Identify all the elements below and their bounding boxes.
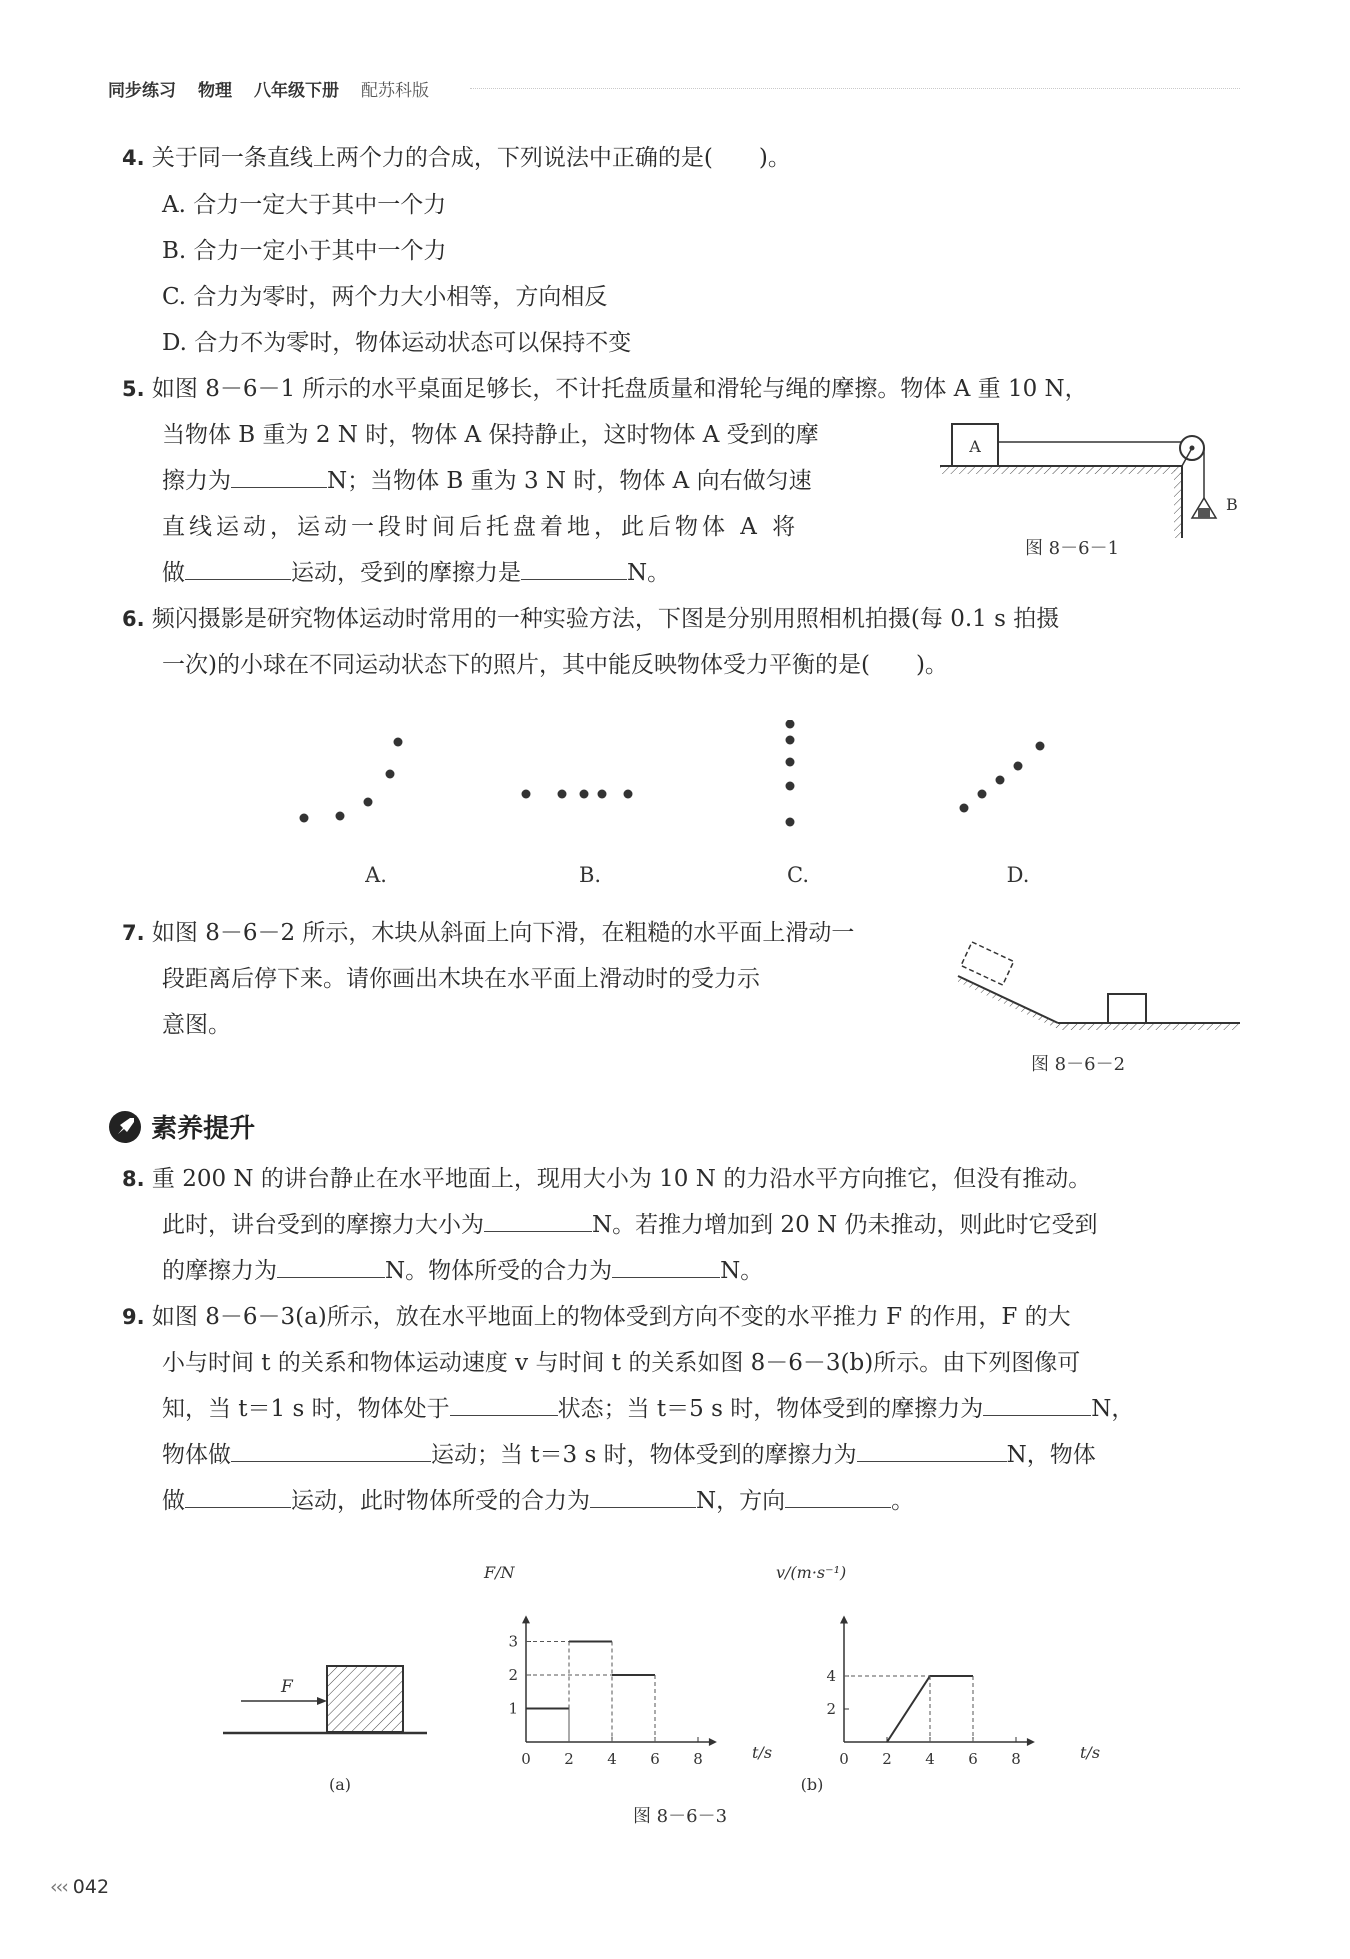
q9-text-5b: 运动，此时物体所受的合力为	[291, 1488, 590, 1514]
page-header	[108, 76, 451, 101]
q9-blank-7[interactable]	[785, 1485, 891, 1508]
table-hatch	[940, 467, 1182, 474]
ft-ytick-label-1: 1	[508, 1699, 518, 1718]
incline-hatch	[958, 976, 1058, 1029]
strobe-photos	[280, 720, 1080, 900]
vt-ytick-label-2: 2	[826, 1700, 836, 1718]
q5-line1	[122, 366, 1088, 412]
header-edition: 配苏科版	[361, 81, 429, 101]
q9-line2: 小与时间 t 的关系和物体运动速度 v 与时间 t 的关系如图 8－6－3(b)所示。由下列图像可	[162, 1350, 1081, 1376]
q5-blank-2[interactable]	[185, 557, 291, 580]
rocket-icon	[108, 1110, 142, 1144]
figure-8-6-2	[950, 930, 1250, 1085]
q5-blank-3[interactable]	[521, 557, 627, 580]
vt-ytick-label-4: 4	[826, 1667, 836, 1685]
photo-c	[786, 720, 795, 827]
q9-text-3b: 状态；当 t＝5 s 时，物体受到的摩擦力为	[557, 1396, 984, 1422]
figure-8-6-3-a	[215, 1660, 445, 1800]
q8-text-2a: 此时，讲台受到的摩擦力大小为	[162, 1212, 484, 1238]
ft-xlabel: t/s	[752, 1743, 773, 1762]
section-title: 素养提升	[151, 1114, 256, 1144]
header-divider	[470, 88, 1240, 89]
vt-y-arrow	[840, 1616, 848, 1624]
q4-option-b: B. 合力一定小于其中一个力	[162, 238, 447, 264]
q4-number: 4.	[122, 146, 145, 170]
q8-text-3b: N。物体所受的合力为	[385, 1258, 613, 1284]
q8-text-3a: 的摩擦力为	[162, 1258, 277, 1284]
q8-blank-2[interactable]	[277, 1255, 385, 1278]
q9-text-5c: N，方向	[696, 1488, 786, 1514]
photo-a-label: A.	[365, 863, 387, 887]
q8-text-2b: N。若推力增加到 20 N 仍未推动，则此时它受到	[592, 1212, 1098, 1238]
pushed-block	[327, 1666, 403, 1732]
photo-a	[300, 738, 403, 823]
ground-hatch	[1058, 1024, 1240, 1030]
fig-8-6-1-caption: 图 8－6－1	[1024, 538, 1120, 559]
q9-line3	[162, 1386, 1134, 1432]
ft-xtick-label-8: 8	[693, 1750, 703, 1768]
block-on-ground	[1108, 994, 1146, 1023]
q7-line2: 段距离后停下来。请你画出木块在水平面上滑动时的受力示	[162, 966, 760, 992]
ft-ytick-label-3: 3	[508, 1632, 518, 1651]
ft-xtick-label-0: 0	[521, 1750, 531, 1768]
q5-line3	[162, 458, 812, 504]
q5-blank-1[interactable]	[231, 465, 327, 488]
block-b	[1198, 508, 1210, 518]
q7-line1	[122, 910, 854, 956]
ft-ylabel: F/N	[484, 1563, 515, 1582]
q9-line5	[162, 1478, 914, 1524]
fig-a-label: (a)	[328, 1775, 352, 1794]
q9-text-1: 如图 8－6－3(a)所示，放在水平地面上的物体受到方向不变的水平推力 F 的作用，F 的大	[151, 1304, 1071, 1330]
q8-line1	[122, 1156, 1091, 1202]
q5-text-5b: 运动，受到的摩擦力是	[291, 560, 521, 586]
photo-b-label: B.	[578, 863, 602, 887]
q7-text-1: 如图 8－6－2 所示，木块从斜面上向下滑，在粗糙的水平面上滑动一	[151, 920, 855, 946]
header-series: 同步练习	[108, 81, 176, 101]
q8-number: 8.	[122, 1167, 145, 1191]
q5-line5	[162, 550, 670, 596]
vt-xtick-label-8: 8	[1011, 1750, 1021, 1768]
q6-text-1: 频闪摄影是研究物体运动时常用的一种实验方法，下图是分别用照相机拍摄(每 0.1 s 拍摄	[151, 606, 1060, 632]
vt-xtick-label-6: 6	[968, 1750, 978, 1768]
section-header	[108, 1108, 255, 1145]
vt-xlabel: t/s	[1080, 1743, 1101, 1762]
q8-text-1: 重 200 N 的讲台静止在水平地面上，现用大小为 10 N 的力沿水平方向推它，但没有推动。	[151, 1166, 1092, 1192]
vt-xtick-label-4: 4	[925, 1750, 935, 1768]
label-a: A	[969, 437, 981, 456]
vt-ylabel: v/(m·s⁻¹)	[776, 1563, 847, 1582]
q9-line4	[162, 1432, 1096, 1478]
q9-blank-5[interactable]	[185, 1485, 291, 1508]
ft-xtick-label-2: 2	[564, 1750, 574, 1768]
q5-line2: 当物体 B 重为 2 N 时，物体 A 保持静止，这时物体 A 受到的摩	[162, 422, 819, 448]
ft-y-arrow	[522, 1615, 530, 1623]
q9-blank-2[interactable]	[983, 1393, 1091, 1416]
q5-text-3a: 擦力为	[162, 468, 231, 494]
q9-text-5a: 做	[162, 1488, 185, 1514]
fig-8-6-3-caption: 图 8－6－3	[632, 1806, 728, 1827]
page-number: 042	[72, 1876, 110, 1898]
table-edge-hatch	[1174, 470, 1181, 538]
q6-line2: 一次)的小球在不同运动状态下的照片，其中能反映物体受力平衡的是( )。	[162, 652, 948, 678]
q5-text-3b: N；当物体 B 重为 3 N 时，物体 A 向右做匀速	[327, 468, 812, 494]
q5-text-5a: 做	[162, 560, 185, 586]
q9-text-4b: 运动；当 t＝3 s 时，物体受到的摩擦力为	[431, 1442, 857, 1468]
ft-x-arrow	[709, 1738, 717, 1746]
q9-blank-3[interactable]	[231, 1439, 431, 1462]
q4-option-d: D. 合力不为零时，物体运动状态可以保持不变	[162, 330, 632, 356]
label-b: B	[1226, 495, 1238, 514]
force-arrowhead	[317, 1697, 327, 1705]
q8-line2	[162, 1202, 1097, 1248]
q9-text-4a: 物体做	[162, 1442, 231, 1468]
vt-xtick-label-0: 0	[839, 1750, 849, 1768]
ft-ytick-label-2: 2	[508, 1666, 518, 1684]
ft-xtick-label-6: 6	[650, 1750, 660, 1768]
header-grade: 八年级下册	[254, 81, 339, 101]
q9-text-3a: 知，当 t＝1 s 时，物体处于	[162, 1396, 450, 1422]
block-dashed-on-incline	[961, 942, 1014, 985]
q9-text-3c: N，	[1091, 1396, 1135, 1422]
figure-8-6-1	[930, 418, 1250, 568]
q6-number: 6.	[122, 607, 145, 631]
photo-b	[522, 790, 633, 799]
q7-line3: 意图。	[162, 1012, 231, 1038]
q4-text: 关于同一条直线上两个力的合成，下列说法中正确的是( )。	[151, 145, 791, 171]
q9-blank-1[interactable]	[450, 1393, 558, 1416]
q9-blank-4[interactable]	[857, 1439, 1007, 1462]
q9-text-4c: N，物体	[1006, 1442, 1096, 1468]
q4-stem	[122, 135, 791, 181]
header-subject: 物理	[198, 81, 232, 101]
vt-x-arrow	[1027, 1738, 1035, 1746]
ft-xtick-label-4: 4	[607, 1750, 617, 1768]
q7-number: 7.	[122, 921, 145, 945]
q8-blank-1[interactable]	[484, 1209, 592, 1232]
q4-option-a: A. 合力一定大于其中一个力	[162, 192, 447, 218]
q8-text-3c: N。	[720, 1258, 764, 1284]
vt-xtick-label-2: 2	[882, 1750, 892, 1768]
q9-blank-6[interactable]	[590, 1485, 696, 1508]
q8-blank-3[interactable]	[612, 1255, 720, 1278]
force-label: F	[281, 1677, 293, 1697]
q9-text-5d: 。	[891, 1488, 915, 1514]
q8-line3	[162, 1248, 763, 1294]
page-footer	[50, 1876, 109, 1898]
q4-option-c: C. 合力为零时，两个力大小相等，方向相反	[162, 284, 608, 310]
figure-8-6-3-b-charts	[480, 1560, 1160, 1830]
photo-d-label: D.	[1006, 863, 1030, 887]
q9-line1	[122, 1294, 1071, 1340]
q5-text-5c: N。	[627, 560, 671, 586]
fig-b-label: (b)	[800, 1775, 824, 1794]
footer-arrows: ‹‹‹	[50, 1876, 67, 1898]
q6-line1	[122, 596, 1059, 642]
q9-number: 9.	[122, 1305, 145, 1329]
q5-text-1: 如图 8－6－1 所示的水平桌面足够长，不计托盘质量和滑轮与绳的摩擦。物体 A 重 10 N，	[151, 376, 1088, 402]
photo-c-label: C.	[787, 863, 809, 887]
q5-line4: 直线运动，运动一段时间后托盘着地，此后物体 A 将	[162, 514, 800, 540]
q5-number: 5.	[122, 377, 145, 401]
fig-8-6-2-caption: 图 8－6－2	[1030, 1054, 1126, 1075]
photo-d	[960, 742, 1045, 813]
